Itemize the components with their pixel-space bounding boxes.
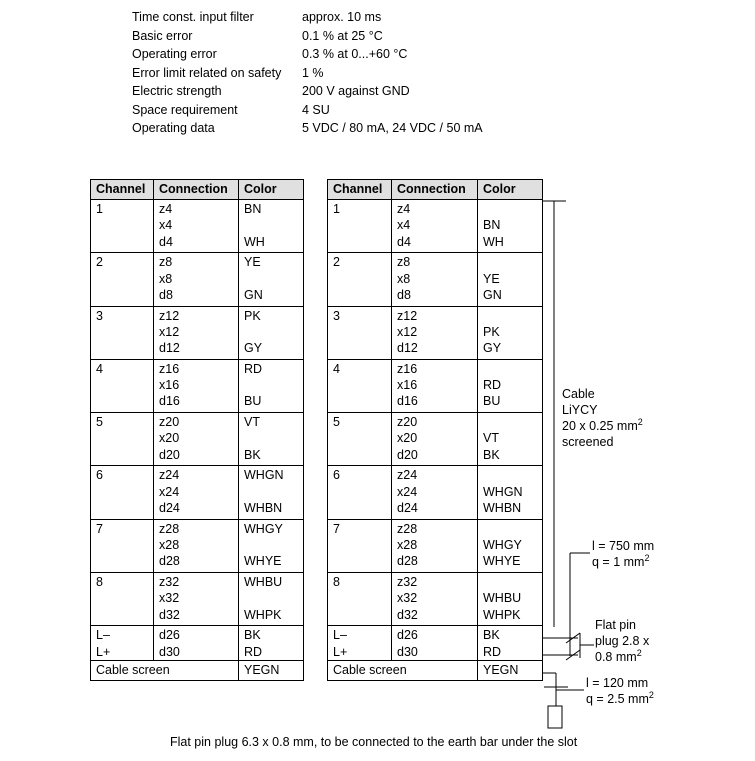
flat-pin-size-value: 0.8 mm [595,650,637,664]
connection-pin: d24 [159,501,180,516]
connection-pin: z24 [397,468,418,483]
connection-pin: z4 [159,202,173,216]
connection-pin: d24 [397,501,418,516]
wire-color: GN [244,287,263,302]
wire-color: VT [244,415,260,430]
channel-number: 8 [333,575,340,590]
connection-pin: z16 [159,361,180,376]
connection-pin: d30 [397,644,418,659]
wire-color: BN [244,202,262,216]
wire-color: WHBN [244,501,283,516]
connection-pin: d20 [397,447,418,462]
cable-cross-section [562,418,643,434]
spec-value: 200 V against GND [302,84,410,98]
wire-color: WHPK [244,607,282,622]
connection-pin: x20 [397,431,418,446]
wire-color: VT [483,431,499,446]
cable-type: LiYCY [562,403,598,417]
connection-pin: z12 [397,308,418,323]
cable-screened: screened [562,435,614,449]
wire-color: BK [483,628,500,643]
wire-color: PK [244,308,261,323]
wire-750-annotation [592,538,654,570]
wire-color: WHBN [483,501,522,516]
spec-label: Operating data [132,121,215,135]
connection-pin: d26 [159,628,180,643]
cable-cross-section-exponent: 2 [637,416,643,427]
wire-color: WHYE [483,554,521,569]
wire-color: WHBU [483,591,522,606]
connection-pin: x28 [397,538,418,553]
channel-number: 4 [96,361,103,376]
connection-pin: x12 [397,324,418,339]
wire-750-length: l = 750 mm [592,539,655,553]
wire-color: GY [483,341,502,356]
channel-number: 8 [96,575,103,590]
wire-color: RD [244,361,263,376]
cable-label: Cable [562,387,595,401]
wire-color: WHBU [244,575,283,590]
spec-value: 0.3 % at 0...+60 °C [302,47,408,61]
spec-label: Time const. input filter [132,10,254,24]
connection-pin: x24 [159,484,180,499]
connection-pin: x32 [159,591,180,606]
connection-pin: d30 [159,644,180,659]
wire-color: BK [244,447,261,462]
wire-color: WHPK [483,607,521,622]
connection-pin: z32 [159,575,180,590]
earth-pin-plug-icon [548,706,562,728]
connection-pin: z32 [397,575,418,590]
connection-pin: x12 [159,324,180,339]
flat-pin-annotation [595,617,649,665]
connection-pin: z20 [159,415,180,430]
wire-color: WHGN [244,468,284,483]
connection-pin: z8 [159,255,173,270]
header-connection: Connection [154,180,239,200]
connection-pin: d16 [397,394,418,409]
connection-pin: x8 [159,271,173,286]
channel-number: 5 [333,415,340,430]
connection-pin: d28 [159,554,180,569]
wire-120-length: l = 120 mm [586,676,649,690]
cable-screen-label: Cable screen [328,660,478,680]
spec-label: Error limit related on safety [132,65,282,80]
footer-note: Flat pin plug 6.3 x 0.8 mm, to be connected to the earth bar under the slot [170,735,578,749]
connection-pin: z12 [159,308,180,323]
connection-pin: x4 [397,218,411,233]
wire-120-annotation [586,675,654,707]
header-channel: Channel [328,180,392,200]
channel-number: 6 [333,468,340,483]
connection-pin: d12 [159,341,180,356]
connection-pin: d12 [397,341,418,356]
header-connection: Connection [392,180,478,200]
connection-pin: x32 [397,591,418,606]
cable-annotation [562,386,643,450]
wire-120-section-value: q = 2.5 mm [586,692,649,706]
power-channel: L+ [96,644,111,659]
connection-pin: z24 [159,468,180,483]
connection-pin: d8 [397,287,411,302]
wire-750-section [592,554,654,570]
wire-750-section-exponent: 2 [644,552,650,563]
channel-number: 4 [333,361,340,376]
connection-pin: z4 [397,202,411,216]
channel-number: 3 [333,308,340,323]
cable-screen-color: YEGN [239,660,304,680]
wire-color: PK [483,324,500,339]
wire-color: BK [483,447,500,462]
connection-pin: x8 [397,271,411,286]
wire-color: WHGY [244,521,283,536]
connection-pin: x4 [159,218,173,233]
connection-pin: z8 [397,255,411,270]
channel-number: 6 [96,468,103,483]
connection-pin: d4 [159,234,173,249]
spec-value: 0.1 % at 25 °C [302,28,383,43]
connection-pin: d20 [159,447,180,462]
spec-value: 5 VDC / 80 mA, 24 VDC / 50 mA [302,121,483,135]
power-channel: L– [96,628,110,643]
channel-number: 5 [96,415,103,430]
flat-pin-size-exponent: 2 [636,647,642,658]
connection-pin: x16 [397,378,418,393]
wire-color: WH [244,234,265,249]
spec-value: approx. 10 ms [302,10,382,24]
spec-label: Operating error [132,47,217,61]
channel-number: 1 [333,202,340,216]
spec-label: Electric strength [132,84,222,98]
flat-pin-line3 [595,649,649,665]
wire-color: RD [244,644,263,659]
wire-color: WHYE [244,554,282,569]
channel-number: 1 [96,202,103,216]
wire-color: RD [483,378,502,393]
spec-value: 4 SU [302,102,330,117]
wire-color: BK [244,628,261,643]
wire-color: RD [483,644,502,659]
wire-color: BU [483,394,501,409]
wire-120-section [586,691,654,707]
channel-number: 7 [333,521,340,536]
wire-750-section-value: q = 1 mm [592,555,645,569]
connection-pin: d32 [397,607,418,622]
spec-label: Space requirement [132,102,238,117]
wire-color: GY [244,341,263,356]
connection-pin: d8 [159,287,173,302]
power-channel: L+ [333,644,348,659]
connection-pin: z28 [159,521,180,536]
connection-pin: z20 [397,415,418,430]
connection-pin: x16 [159,378,180,393]
connection-pin: x28 [159,538,180,553]
wire-color: YE [244,255,261,270]
header-channel: Channel [91,180,154,200]
connection-pin: x20 [159,431,180,446]
connection-pin: d32 [159,607,180,622]
connection-pin: z16 [397,361,418,376]
connection-pin: d26 [397,628,418,643]
wire-color: WHGN [483,484,523,499]
connection-pin: x24 [397,484,418,499]
cable-cross-section-value: 20 x 0.25 mm [562,419,638,433]
power-channel: L– [333,628,347,643]
flat-pin-line2: plug 2.8 x [595,634,650,648]
channel-number: 2 [96,255,103,270]
channel-number: 2 [333,255,340,270]
flat-pin-line1: Flat pin [595,618,636,632]
wire-color: GN [483,287,502,302]
header-color: Color [478,180,543,200]
channel-number: 3 [96,308,103,323]
wire-color: WHGY [483,538,522,553]
connection-pin: d16 [159,394,180,409]
spec-value: 1 % [302,65,324,80]
wire-120-section-exponent: 2 [648,689,654,700]
wire-color: WH [483,234,504,249]
spec-label: Basic error [132,28,193,43]
connection-pin: z28 [397,521,418,536]
header-color: Color [239,180,304,200]
connection-pin: d4 [397,234,411,249]
cable-screen-label: Cable screen [91,660,239,680]
wire-color: YE [483,271,500,286]
connection-pin: d28 [397,554,418,569]
cable-screen-color: YEGN [478,660,543,680]
channel-number: 7 [96,521,103,536]
wire-color: BN [483,218,501,233]
wire-color: BU [244,394,262,409]
